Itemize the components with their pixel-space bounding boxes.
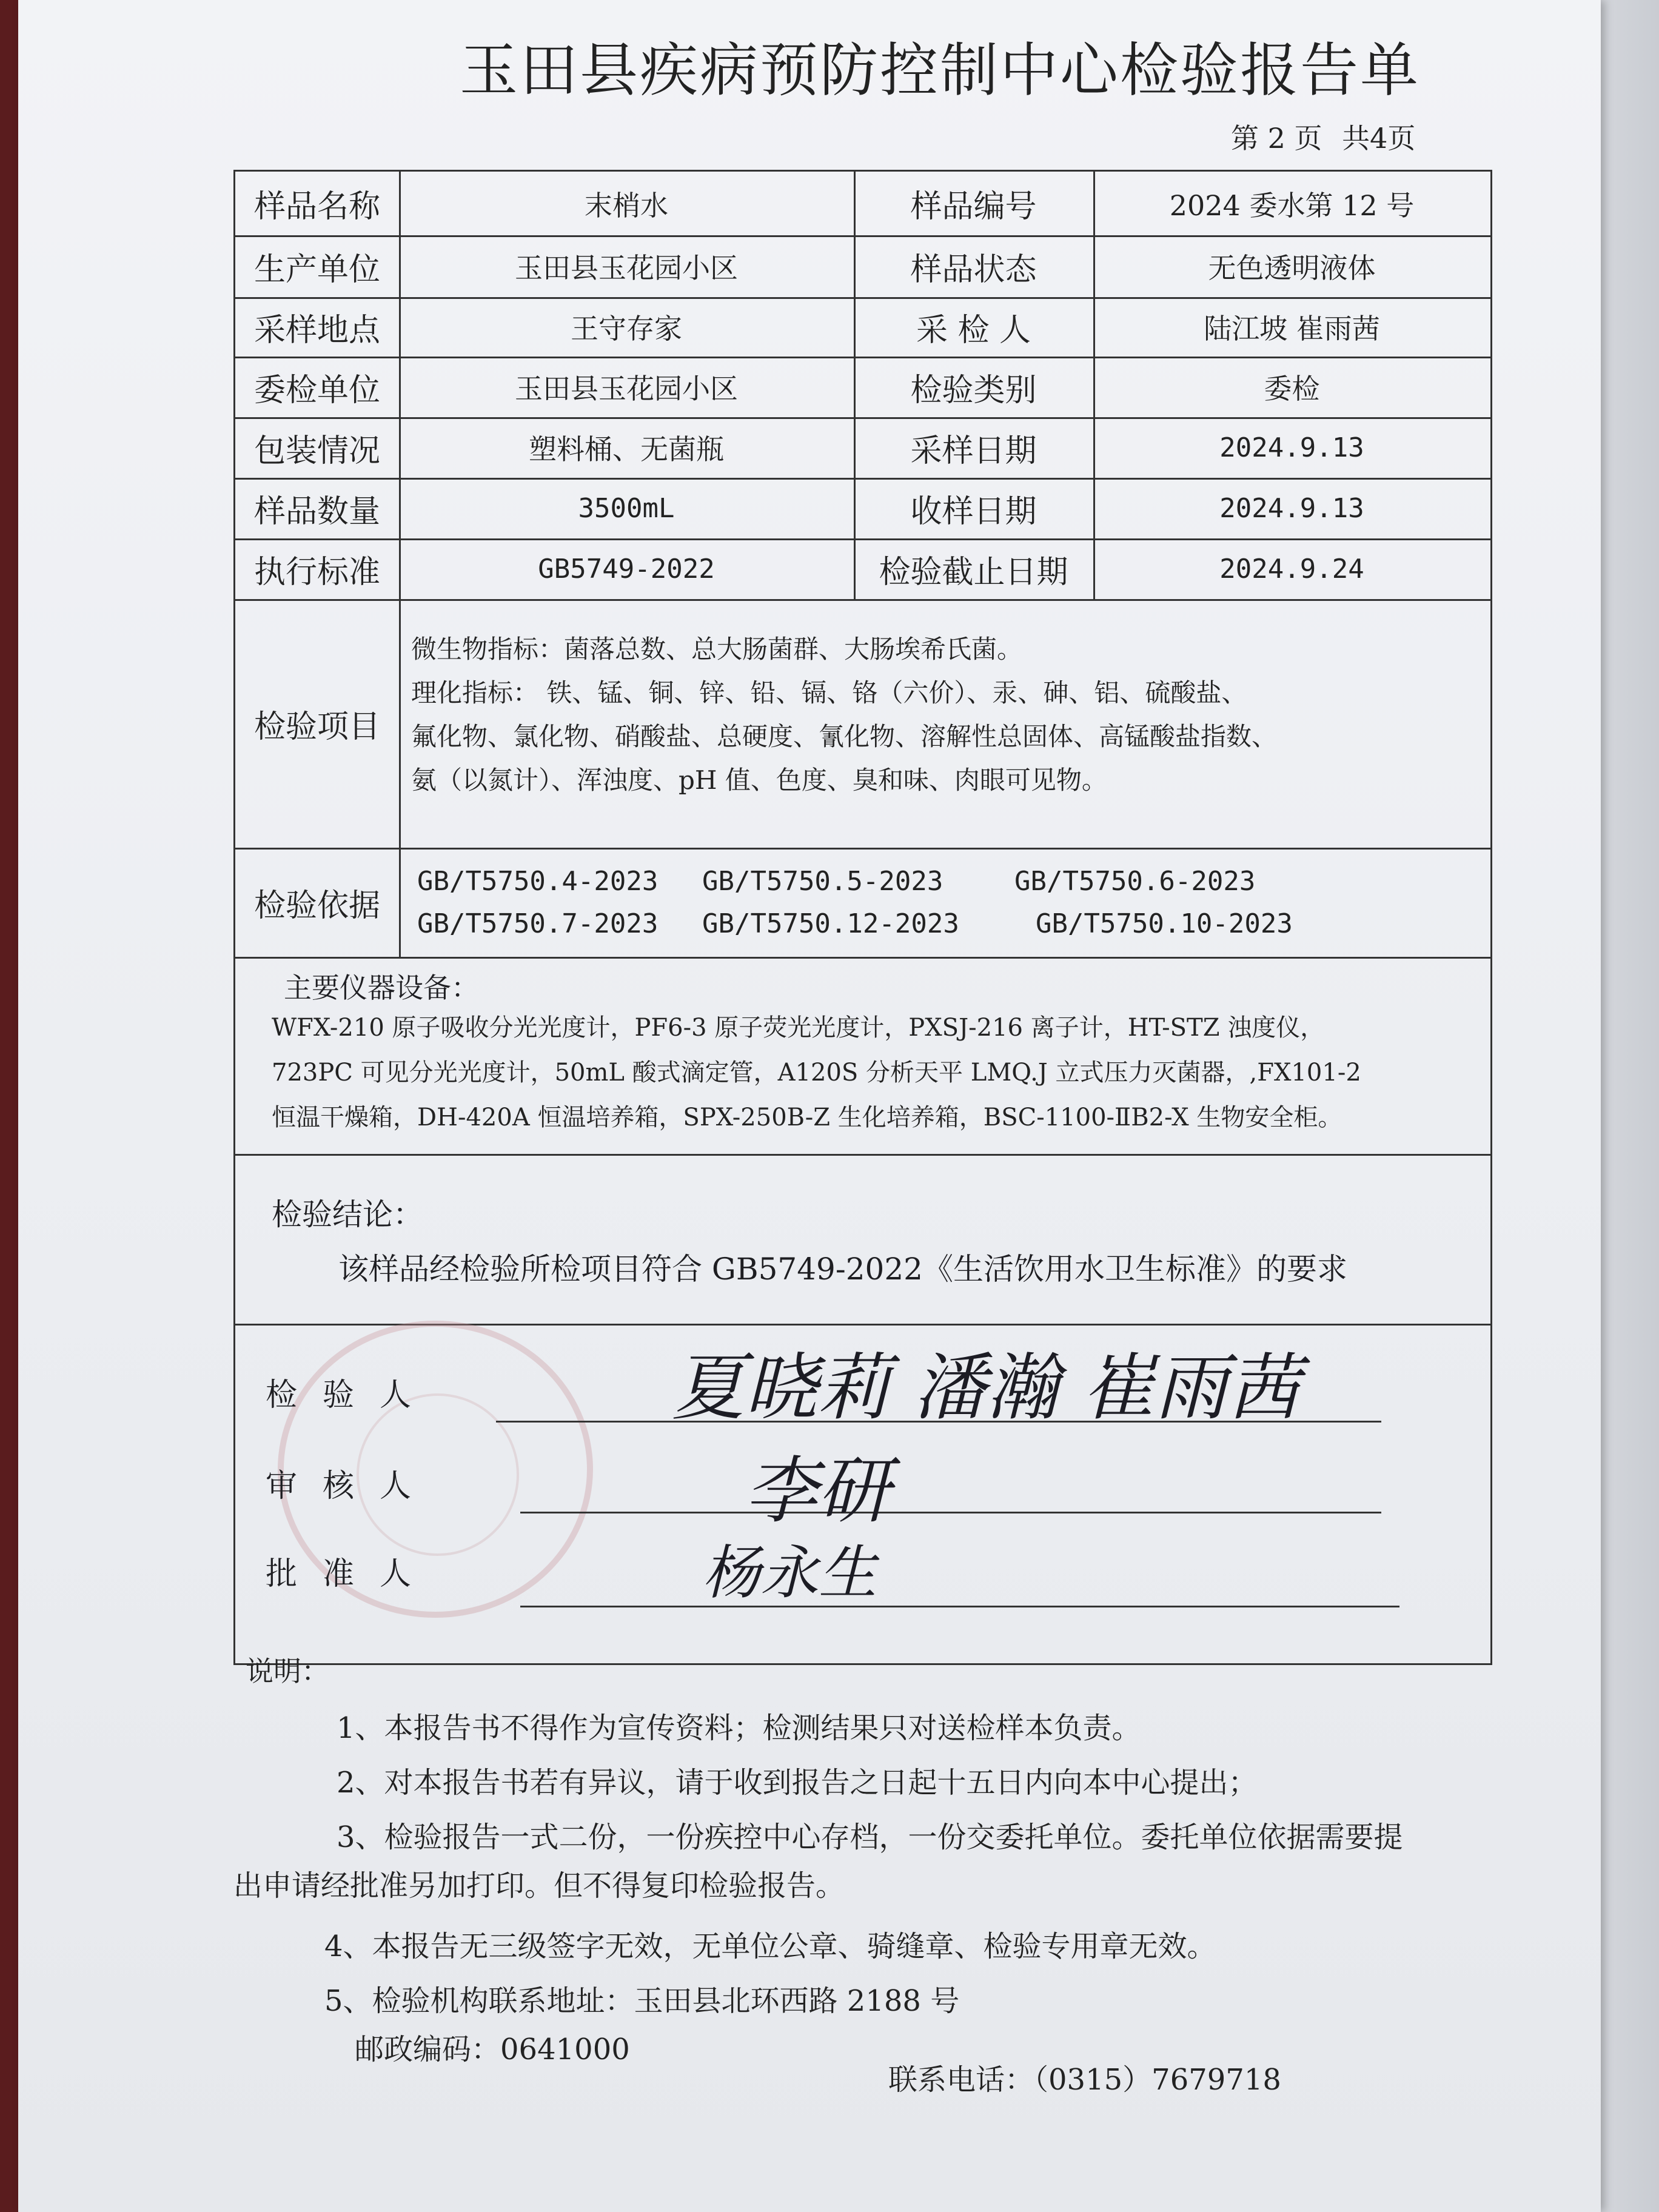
basis-standard: GB/T5750.4-2023 bbox=[417, 866, 659, 897]
contact-phone: 联系电话：（0315）7679718 bbox=[888, 2063, 1281, 2097]
note-item: 4、本报告无三级签字无效，无单位公章、骑缝章、检验专用章无效。 bbox=[324, 1929, 1216, 1963]
items-line: 理化指标： 铁、锰、铜、锌、铅、镉、铬（六价）、汞、砷、铝、硫酸盐、 bbox=[411, 678, 1247, 708]
sample-state-value: 无色透明液体 bbox=[1208, 252, 1376, 284]
note-item: 1、本报告书不得作为宣传资料；检测结果只对送检样本负责。 bbox=[337, 1711, 1141, 1745]
equipment-label: 主要仪器设备： bbox=[284, 971, 479, 1004]
row-divider bbox=[235, 957, 1490, 959]
standard-label: 执行标准 bbox=[253, 554, 380, 591]
location-label: 采样地点 bbox=[253, 312, 380, 349]
sampler-label: 采 检 人 bbox=[916, 312, 1031, 349]
row-divider bbox=[235, 848, 1490, 850]
package-label: 包装情况 bbox=[253, 432, 380, 469]
note-item: 3、检验报告一式二份，一份疾控中心存档，一份交委托单位。委托单位依据需要提 bbox=[337, 1820, 1403, 1854]
deadline-value: 2024.9.24 bbox=[1219, 553, 1364, 585]
conclusion-label: 检验结论： bbox=[272, 1197, 423, 1232]
quantity-value: 3500mL bbox=[578, 492, 675, 524]
approver-line bbox=[520, 1606, 1399, 1607]
sample-date-label: 采样日期 bbox=[910, 432, 1037, 469]
inspector-label: 检验人 bbox=[266, 1377, 437, 1413]
page-number bbox=[1231, 116, 1426, 156]
note-item: 2、对本报告书若有异议，请于收到报告之日起十五日内向本中心提出； bbox=[337, 1766, 1258, 1800]
basis-standard: GB/T5750.10-2023 bbox=[1036, 908, 1293, 939]
reviewer-signature: 李研 bbox=[745, 1449, 890, 1533]
standard-value: GB5749-2022 bbox=[538, 553, 715, 585]
notes-label: 说明： bbox=[246, 1655, 329, 1687]
deadline-label: 检验截止日期 bbox=[879, 554, 1068, 591]
inspector-signature: 夏晓莉 潘瀚 崔雨茜 bbox=[672, 1346, 1301, 1430]
page-total: 共4页 bbox=[1342, 122, 1416, 155]
location-value: 王守存家 bbox=[571, 312, 682, 345]
postcode: 邮政编码：0641000 bbox=[355, 2033, 630, 2066]
sample-name-value: 末梢水 bbox=[585, 189, 668, 222]
sample-date-value: 2024.9.13 bbox=[1219, 432, 1364, 463]
sample-state-label: 样品状态 bbox=[910, 251, 1037, 288]
note-item: 出申请经批准另加打印。但不得复印检验报告。 bbox=[233, 1869, 845, 1903]
basis-standard: GB/T5750.5-2023 bbox=[702, 866, 943, 897]
sample-no-label: 样品编号 bbox=[910, 189, 1037, 225]
sample-no-value: 2024 委水第 12 号 bbox=[1169, 189, 1415, 222]
equipment-text bbox=[272, 1005, 1484, 1140]
items-line: 氟化物、氯化物、硝酸盐、总硬度、氰化物、溶解性总固体、高锰酸盐指数、 bbox=[411, 722, 1278, 751]
test-type-label: 检验类别 bbox=[910, 372, 1037, 409]
test-type-value: 委检 bbox=[1264, 372, 1320, 405]
basis-standard: GB/T5750.6-2023 bbox=[1014, 866, 1256, 897]
items-text bbox=[411, 628, 1436, 802]
basis-label: 检验依据 bbox=[253, 887, 380, 924]
quantity-label: 样品数量 bbox=[253, 493, 380, 530]
client-value: 玉田县玉花园小区 bbox=[515, 372, 738, 405]
reviewer-label: 审核人 bbox=[266, 1468, 437, 1504]
equipment-line: 723PC 可见分光光度计，50mL 酸式滴定管，A120S 分析天平 LMQ.J 立式压力灭菌器，,FX101-2 bbox=[272, 1059, 1361, 1087]
conclusion-text: 该样品经检验所检项目符合 GB5749-2022《生活饮用水卫生标准》的要求 bbox=[338, 1252, 1347, 1287]
receive-date-value: 2024.9.13 bbox=[1219, 492, 1364, 524]
sample-name-label: 样品名称 bbox=[253, 189, 380, 225]
page-current: 第 2 页 bbox=[1231, 122, 1322, 155]
items-line: 氨（以氮计）、浑浊度、pH 值、色度、臭和味、肉眼可见物。 bbox=[411, 765, 1107, 795]
producer-label: 生产单位 bbox=[253, 251, 380, 288]
note-item: 5、检验机构联系地址：玉田县北环西路 2188 号 bbox=[324, 1984, 960, 2018]
basis-standard: GB/T5750.12-2023 bbox=[702, 908, 959, 939]
sampler-value: 陆江坡 崔雨茜 bbox=[1204, 312, 1380, 345]
row-divider bbox=[235, 599, 1490, 601]
items-label: 检验项目 bbox=[253, 708, 380, 745]
receive-date-label: 收样日期 bbox=[910, 493, 1037, 530]
equipment-line: WFX-210 原子吸收分光光度计，PF6-3 原子荧光光度计，PXSJ-216 离子计，HT-STZ 浊度仪， bbox=[272, 1014, 1325, 1042]
report-form bbox=[233, 170, 1492, 1665]
items-line: 微生物指标：菌落总数、总大肠菌群、大肠埃希氏菌。 bbox=[411, 634, 1023, 664]
equipment-line: 恒温干燥箱，DH-420A 恒温培养箱，SPX-250B-Z 生化培养箱，BSC-1100-ⅡB2-X 生物安全柜。 bbox=[272, 1104, 1342, 1131]
reviewer-line bbox=[520, 1512, 1381, 1513]
producer-value: 玉田县玉花园小区 bbox=[515, 252, 738, 284]
row-divider bbox=[235, 1154, 1490, 1156]
client-label: 委检单位 bbox=[253, 372, 380, 409]
basis-standard: GB/T5750.7-2023 bbox=[417, 908, 659, 939]
report-paper bbox=[18, 0, 1601, 2212]
package-value: 塑料桶、无菌瓶 bbox=[529, 433, 724, 466]
approver-label: 批准人 bbox=[266, 1556, 437, 1592]
report-title: 玉田县疾病预防控制中心检验报告单 bbox=[460, 36, 1420, 104]
approver-signature: 杨永生 bbox=[702, 1539, 877, 1607]
